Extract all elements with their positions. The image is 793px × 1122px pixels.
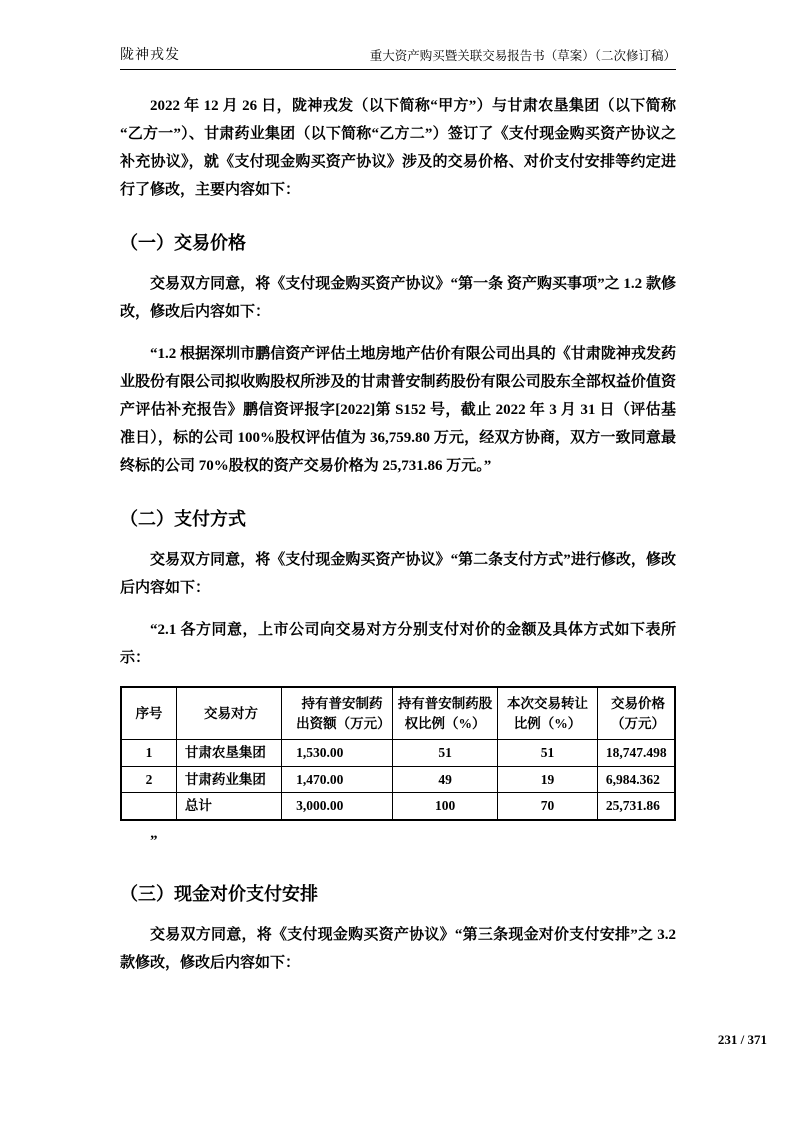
table-header-cell-price: 交易价格（万元） xyxy=(597,687,675,740)
table-cell-price: 25,731.86 xyxy=(597,793,675,820)
table-header-cell-transfer: 本次交易转让比例（%） xyxy=(498,687,598,740)
table-closing-quote: ” xyxy=(150,832,158,849)
page-number: 231 / 371 xyxy=(717,1032,767,1047)
table-header-cell-party: 交易对方 xyxy=(176,687,281,740)
table-cell-party: 甘肃药业集团 xyxy=(176,766,281,793)
table-cell-party: 甘肃农垦集团 xyxy=(176,740,281,767)
table-cell-contrib: 3,000.00 xyxy=(282,793,393,820)
table-cell-price: 18,747.498 xyxy=(597,740,675,767)
page-header xyxy=(120,44,676,70)
header-doc-short-title: 陇神戎发 xyxy=(120,48,180,63)
table-row xyxy=(121,740,675,767)
section-heading-transaction-price: （一）交易价格 xyxy=(120,233,246,253)
paragraph-section1-clause: “1.2 根据深圳市鹏信资产评估土地房地产估价有限公司出具的《甘肃陇神戎发药业股份有限公司拟收购股权所涉及的甘肃普安制药股份有限公司股东全部权益价值资产评估补充报告》鹏信资评报字[2022]第 S152 号，截止 2022 年 3 月 31 日（评估基准日），标的公司 100%股权评估值为 36,759.80 万元，经双方协商，双方一致同意最终标的公司 70%股权的资产交易价格为 25,731.86 万元。” xyxy=(120,346,676,474)
section-heading-cash-payment-arrangement: （三）现金对价支付安排 xyxy=(120,883,318,904)
section-heading-payment-method: （二）支付方式 xyxy=(120,509,246,529)
table-cell-seq: 2 xyxy=(121,766,176,793)
paragraph-intro: 2022 年 12 月 26 日，陇神戎发（以下简称“甲方”）与甘肃农垦集团（以下简称“乙方一”）、甘肃药业集团（以下简称“乙方二”）签订了《支付现金购买资产协议之补充协议》，就《支付现金购买资产协议》涉及的交易价格、对价支付安排等约定进行了修改，主要内容如下： xyxy=(120,98,676,198)
table-header-row xyxy=(121,687,675,740)
paragraph-section2-clause: “2.1 各方同意，上市公司向交易对方分别支付对价的金额及具体方式如下表所示： xyxy=(120,622,676,666)
paragraph-section1-agreement: 交易双方同意，将《支付现金购买资产协议》“第一条 资产购买事项”之 1.2 款修改，修改后内容如下： xyxy=(120,276,676,320)
header-doc-full-title: 重大资产购买暨关联交易报告书（草案）（二次修订稿） xyxy=(369,49,676,63)
table-header-cell-seq: 序号 xyxy=(121,687,176,740)
table-cell-transfer: 19 xyxy=(498,766,598,793)
table-cell-equity: 100 xyxy=(392,793,497,820)
paragraph-section2-agreement: 交易双方同意，将《支付现金购买资产协议》“第二条支付方式”进行修改，修改后内容如下： xyxy=(120,552,676,596)
paragraph-section3-agreement: 交易双方同意，将《支付现金购买资产协议》“第三条现金对价支付安排”之 3.2 款修改，修改后内容如下： xyxy=(120,926,676,971)
table-cell-transfer: 70 xyxy=(498,793,598,820)
table-row xyxy=(121,766,675,793)
table-cell-seq xyxy=(121,793,176,820)
table-cell-transfer: 51 xyxy=(498,740,598,767)
payment-table xyxy=(120,686,676,821)
table-row-total xyxy=(121,793,675,820)
table-header-cell-contrib: 持有普安制药出资额（万元） xyxy=(282,687,393,740)
table-cell-seq: 1 xyxy=(121,740,176,767)
table-cell-contrib: 1,470.00 xyxy=(282,766,393,793)
table-header-cell-equity: 持有普安制药股权比例（%） xyxy=(392,687,497,740)
table-cell-equity: 51 xyxy=(392,740,497,767)
table-cell-party: 总计 xyxy=(176,793,281,820)
table-cell-equity: 49 xyxy=(392,766,497,793)
table-cell-price: 6,984.362 xyxy=(597,766,675,793)
table-cell-contrib: 1,530.00 xyxy=(282,740,393,767)
